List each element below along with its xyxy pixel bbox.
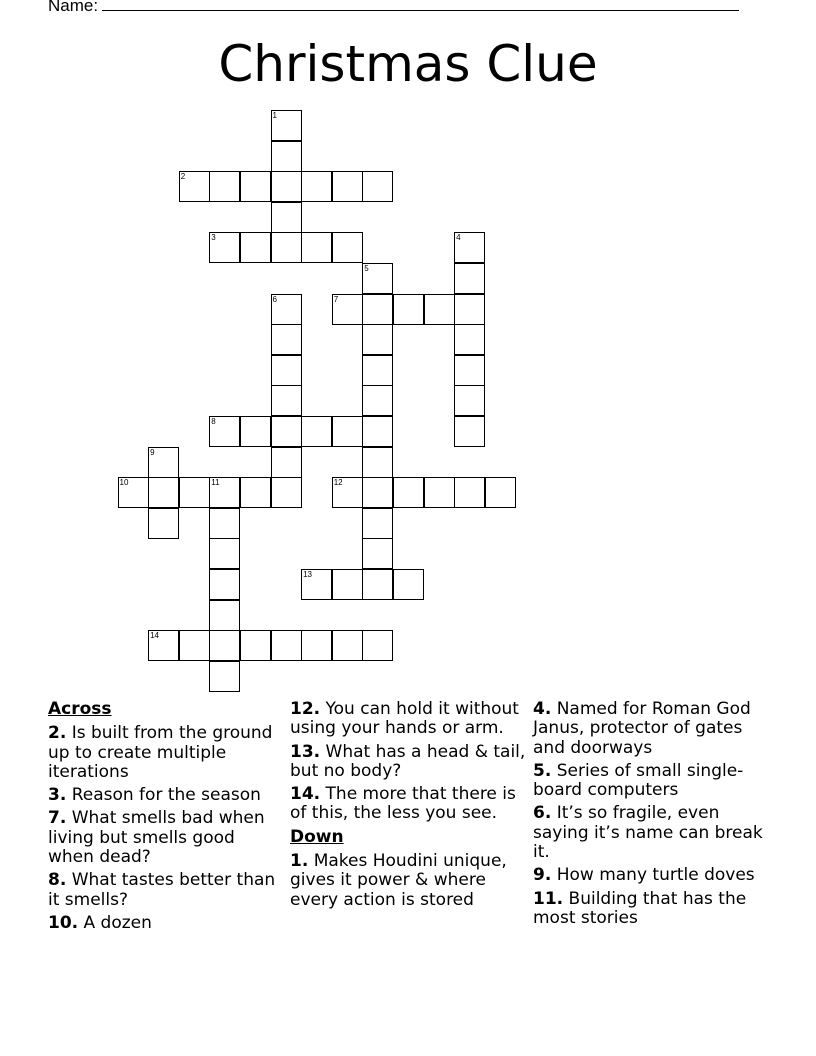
grid-cell[interactable] <box>271 294 302 325</box>
clue-number: 14 <box>150 631 159 641</box>
clue-item <box>533 890 773 929</box>
clue-text: What smells bad when living but smells good when dead? <box>48 808 265 868</box>
clue-text: You can hold it without using your hands or arm. <box>290 699 519 739</box>
grid-cell[interactable] <box>240 477 271 508</box>
clue-item <box>533 866 773 885</box>
grid-cell[interactable] <box>271 232 302 263</box>
grid-cell[interactable] <box>148 630 179 661</box>
clue-item <box>48 871 278 910</box>
clue-number: 5. <box>533 760 552 781</box>
grid-cell[interactable] <box>362 477 393 508</box>
grid-cell[interactable] <box>362 294 393 325</box>
grid-cell[interactable] <box>271 355 302 386</box>
grid-cell[interactable] <box>301 569 332 600</box>
grid-cell[interactable] <box>362 416 393 447</box>
grid-cell[interactable] <box>271 447 302 478</box>
clue-item <box>290 785 530 824</box>
grid-cell[interactable] <box>179 630 210 661</box>
grid-cell[interactable] <box>209 171 240 202</box>
grid-cell[interactable] <box>118 477 149 508</box>
grid-cell[interactable] <box>209 600 240 631</box>
grid-cell[interactable] <box>209 416 240 447</box>
grid-cell[interactable] <box>240 630 271 661</box>
grid-cell[interactable] <box>362 324 393 355</box>
grid-cell[interactable] <box>485 477 516 508</box>
grid-cell[interactable] <box>209 477 240 508</box>
clue-number: 12. <box>290 699 321 719</box>
grid-cell[interactable] <box>424 477 455 508</box>
grid-cell[interactable] <box>362 263 393 294</box>
clue-number: 14. <box>290 784 321 805</box>
grid-cell[interactable] <box>454 232 485 263</box>
grid-cell[interactable] <box>362 630 393 661</box>
clue-number: 13. <box>290 741 321 762</box>
grid-cell[interactable] <box>271 416 302 447</box>
down-clue-list <box>533 700 773 928</box>
grid-cell[interactable] <box>332 630 363 661</box>
grid-cell[interactable] <box>454 294 485 325</box>
grid-cell[interactable] <box>209 661 240 692</box>
grid-cell[interactable] <box>454 324 485 355</box>
clue-item <box>48 809 278 867</box>
clue-text: It’s so fragile, even saying it’s name can break it. <box>533 803 763 863</box>
grid-cell[interactable] <box>271 324 302 355</box>
grid-cell[interactable] <box>271 385 302 416</box>
clue-number: 9 <box>150 447 155 457</box>
grid-cell[interactable] <box>271 171 302 202</box>
clue-number: 12 <box>333 478 343 488</box>
clue-number: 3 <box>211 233 216 243</box>
grid-cell[interactable] <box>179 171 210 202</box>
clue-number: 8 <box>211 417 216 426</box>
grid-cell[interactable] <box>362 385 393 416</box>
clue-number: 5 <box>364 264 369 273</box>
grid-cell[interactable] <box>362 538 393 569</box>
grid-cell[interactable] <box>209 630 240 661</box>
clue-item <box>290 743 530 782</box>
clue-item <box>48 724 278 782</box>
grid-cell[interactable] <box>454 416 485 447</box>
clue-text: Is built from the ground up to create multiple iterations <box>48 723 273 782</box>
clue-text: Building that has the most stories <box>533 888 747 928</box>
grid-cell[interactable] <box>301 630 332 661</box>
grid-cell[interactable] <box>454 263 485 294</box>
grid-cell[interactable] <box>209 508 240 539</box>
clue-number: 6. <box>533 803 552 824</box>
clue-number: 13 <box>303 570 312 579</box>
grid-cell[interactable] <box>271 110 302 141</box>
name-label: Name: <box>48 0 99 15</box>
grid-cell[interactable] <box>362 508 393 539</box>
puzzle-title: Christmas Clue <box>218 35 598 93</box>
grid-cell[interactable] <box>301 416 332 447</box>
clue-number: 7. <box>48 808 67 829</box>
clue-text: Makes Houdini unique, gives it power & where every action is stored <box>290 851 507 910</box>
grid-cell[interactable] <box>271 630 302 661</box>
grid-cell[interactable] <box>240 232 271 263</box>
grid-cell[interactable] <box>240 416 271 447</box>
grid-cell[interactable] <box>209 569 240 600</box>
grid-cell[interactable] <box>271 141 302 172</box>
clue-number: 9. <box>533 865 552 886</box>
clue-item <box>533 804 773 862</box>
clue-number: 2. <box>48 723 67 744</box>
grid-cell[interactable] <box>362 171 393 202</box>
clue-number: 11. <box>533 888 564 909</box>
grid-cell[interactable] <box>271 477 302 508</box>
grid-cell[interactable] <box>240 171 271 202</box>
grid-cell[interactable] <box>332 569 363 600</box>
grid-cell[interactable] <box>332 477 363 508</box>
clue-number: 10. <box>48 912 79 933</box>
grid-cell[interactable] <box>362 355 393 386</box>
grid-cell[interactable] <box>209 538 240 569</box>
grid-cell[interactable] <box>454 477 485 508</box>
down-clue-list <box>290 852 530 910</box>
grid-cell[interactable] <box>362 569 393 600</box>
clue-text: What tastes better than it smells? <box>48 870 276 910</box>
clue-number: 4. <box>533 699 552 719</box>
grid-cell[interactable] <box>332 232 363 263</box>
grid-cell[interactable] <box>393 569 424 600</box>
grid-cell[interactable] <box>332 294 363 325</box>
clue-text: Reason for the season <box>66 785 261 806</box>
grid-cell[interactable] <box>332 416 363 447</box>
clue-number: 2 <box>180 172 186 182</box>
clue-item <box>290 852 530 910</box>
grid-cell[interactable] <box>332 171 363 202</box>
grid-cell[interactable] <box>271 202 302 233</box>
clue-item <box>533 762 773 801</box>
clue-column-1 <box>48 700 278 937</box>
grid-cell[interactable] <box>454 355 485 386</box>
down-heading: Down <box>290 826 344 847</box>
clue-number: 8. <box>48 870 67 891</box>
clue-text: A dozen <box>78 912 152 933</box>
grid-cell[interactable] <box>301 232 332 263</box>
clue-number: 10 <box>119 478 129 488</box>
clue-number: 1 <box>272 111 277 120</box>
grid-cell[interactable] <box>301 171 332 202</box>
across-heading: Across <box>48 699 112 719</box>
clue-number: 6 <box>272 294 277 304</box>
clue-number: 7 <box>333 294 339 304</box>
grid-cell[interactable] <box>209 232 240 263</box>
grid-cell[interactable] <box>424 294 455 325</box>
clue-number: 1. <box>290 851 309 872</box>
grid-cell[interactable] <box>179 477 210 508</box>
clue-text: Named for Roman God Janus, protector of gates and doorways <box>533 699 751 758</box>
clue-item <box>290 700 530 739</box>
clue-number: 4 <box>456 233 461 243</box>
grid-cell[interactable] <box>148 477 179 508</box>
across-clue-list <box>290 700 530 824</box>
clue-text: Series of small single-board computers <box>533 760 744 801</box>
across-clue-list <box>48 724 278 933</box>
clue-text: The more that there is of this, the less you see. <box>290 784 516 824</box>
clue-item <box>48 786 278 805</box>
clue-column-3 <box>533 700 773 932</box>
grid-cell[interactable] <box>454 385 485 416</box>
grid-cell[interactable] <box>393 294 424 325</box>
clue-item <box>48 914 278 933</box>
grid-cell[interactable] <box>148 508 179 539</box>
clue-text: What has a head & tail, but no body? <box>290 741 526 781</box>
clue-number: 11 <box>211 478 220 488</box>
clue-column-2 <box>290 700 530 914</box>
clue-text: How many turtle doves <box>551 865 755 886</box>
grid-cell[interactable] <box>362 447 393 478</box>
grid-cell[interactable] <box>393 477 424 508</box>
grid-cell[interactable] <box>148 447 179 478</box>
clue-item <box>533 700 773 758</box>
clue-number: 3. <box>48 785 67 806</box>
